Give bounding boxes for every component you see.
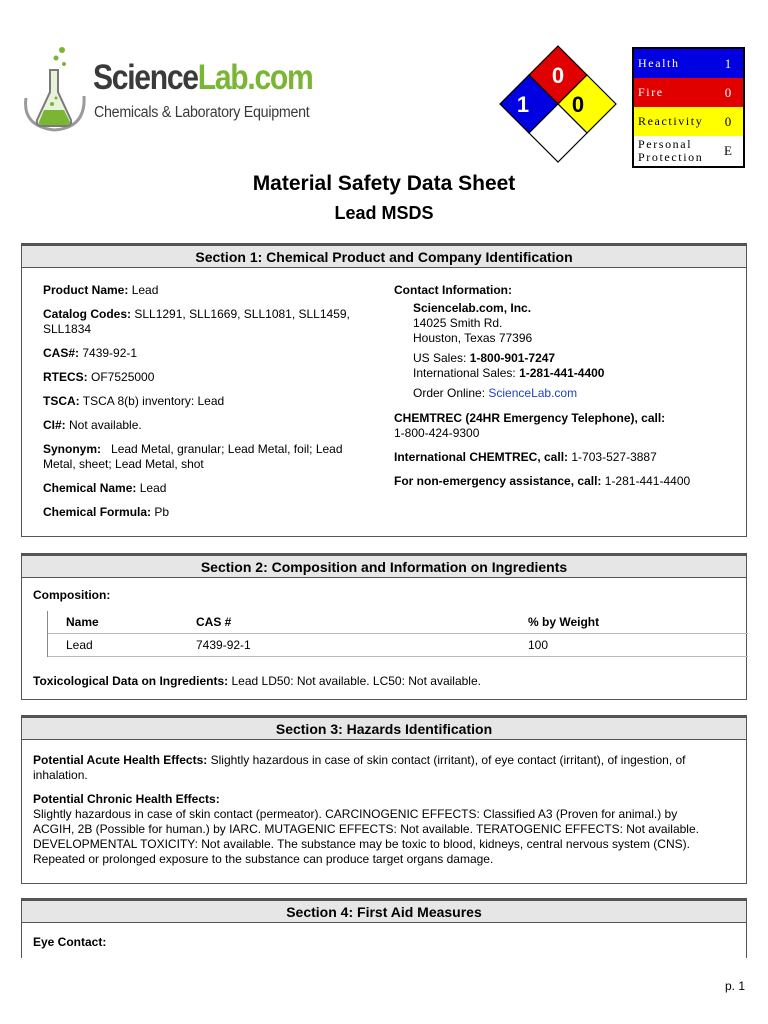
cas-label: CAS#:	[43, 346, 80, 360]
tsca	[43, 394, 373, 409]
catalog-codes-label: Catalog Codes:	[43, 307, 132, 321]
chronic-effects-label: Potential Chronic Health Effects:	[33, 792, 220, 806]
composition-header-row	[48, 611, 748, 634]
rtecs-value: OF7525000	[91, 370, 155, 384]
company-name: Sciencelab.com, Inc.	[413, 301, 532, 315]
order-online-link[interactable]: ScienceLab.com	[488, 386, 578, 400]
non-emergency-value: 1-281-441-4400	[604, 474, 691, 488]
acute-effects-line2: inhalation.	[33, 768, 88, 782]
cell-name: Lead	[66, 638, 93, 652]
section-3-heading: Section 3: Hazards Identification	[22, 716, 746, 740]
chemtrec-label: CHEMTREC (24HR Emergency Telephone), call:	[394, 411, 666, 425]
us-sales	[394, 351, 739, 366]
section-4	[21, 898, 747, 958]
hmis-fire-row	[634, 78, 743, 107]
chronic-effects-line4: Repeated or prolonged exposure to the substance can produce target organs damage.	[33, 852, 494, 866]
product-name-value: Lead	[131, 283, 159, 297]
chemtrec	[394, 411, 739, 441]
synonym-line1: Lead Metal, granular; Lead Metal, foil; Lead	[111, 442, 343, 456]
nfpa-fire-value: 0	[551, 63, 565, 88]
logo-title-main: Science	[93, 58, 198, 97]
address-line2: Houston, Texas 77396	[413, 331, 533, 345]
synonym	[43, 442, 373, 472]
synonym-line2: Metal, sheet; Lead Metal, shot	[43, 457, 204, 471]
page-number: p. 1	[724, 979, 745, 993]
rtecs	[43, 370, 373, 385]
logo-title	[93, 60, 313, 95]
ci-number	[43, 418, 373, 433]
hmis-fire-value: 0	[724, 84, 732, 100]
column-header-weight: % by Weight	[528, 615, 600, 629]
chronic-effects-line1: Slightly hazardous in case of skin contact (permeator). CARCINOGENIC EFFECTS: Classified A3 (Proven for animal.) by	[33, 807, 678, 821]
chemical-formula-label: Chemical Formula:	[43, 505, 152, 519]
rtecs-label: RTECS:	[43, 370, 88, 384]
hmis-protection-value: E	[724, 143, 732, 158]
synonym-label: Synonym:	[43, 442, 102, 456]
chemical-formula-value: Pb	[154, 505, 170, 519]
ci-label: CI#:	[43, 418, 66, 432]
document-title: Material Safety Data Sheet	[252, 172, 516, 195]
hmis-fire-label: Fire	[638, 85, 664, 99]
toxicological-value: Lead LD50: Not available. LC50: Not available.	[231, 674, 481, 688]
us-sales-label: US Sales:	[413, 351, 467, 365]
column-header-name: Name	[66, 615, 99, 629]
contact-info-column	[394, 283, 739, 498]
intl-chemtrec	[394, 450, 739, 465]
hmis-reactivity-value: 0	[724, 113, 732, 129]
nfpa-diamond	[498, 44, 618, 164]
toxicological-data	[33, 674, 481, 688]
composition-label: Composition:	[33, 588, 111, 602]
section-4-heading: Section 4: First Aid Measures	[22, 899, 746, 923]
section-2	[21, 553, 747, 700]
eye-contact-label: Eye Contact:	[33, 935, 107, 949]
nfpa-reactivity-value: 0	[571, 92, 585, 117]
document-subtitle: Lead MSDS	[334, 203, 434, 223]
chemical-formula	[43, 505, 373, 520]
order-online-label: Order Online:	[413, 386, 486, 400]
intl-chemtrec-value: 1-703-527-3887	[571, 450, 657, 464]
section-1	[21, 243, 747, 537]
hmis-rating-table	[632, 47, 745, 168]
product-name-label: Product Name:	[43, 283, 129, 297]
sciencelab-logo	[20, 44, 313, 136]
section-2-heading: Section 2: Composition and Information on Ingredients	[22, 554, 746, 578]
hmis-protection-row	[634, 136, 743, 166]
acute-effects	[33, 753, 735, 783]
intl-chemtrec-label: International CHEMTREC, call:	[394, 450, 569, 464]
non-emergency-label: For non-emergency assistance, call:	[394, 474, 602, 488]
hmis-health-row	[634, 49, 743, 78]
logo-tagline: Chemicals & Laboratory Equipment	[94, 104, 310, 121]
chemical-name-value: Lead	[139, 481, 167, 495]
cas-value: 7439-92-1	[82, 346, 138, 360]
cell-cas: 7439-92-1	[196, 638, 251, 652]
table-row	[48, 634, 748, 657]
address-line1: 14025 Smith Rd.	[413, 316, 503, 330]
intl-sales	[394, 366, 739, 381]
hmis-protection-label	[634, 138, 713, 164]
nfpa-health-value: 1	[516, 92, 530, 117]
acute-effects-label: Potential Acute Health Effects:	[33, 753, 208, 767]
acute-effects-line1: Slightly hazardous in case of skin contact (irritant), of eye contact (irritant), of ingestion, of	[210, 753, 686, 767]
intl-sales-value: 1-281-441-4400	[519, 366, 605, 380]
us-sales-value: 1-800-901-7247	[469, 351, 556, 365]
cas-number	[43, 346, 373, 361]
cell-weight: 100	[528, 638, 549, 652]
hmis-health-label: Health	[638, 56, 680, 70]
product-info-column	[43, 283, 373, 529]
product-name	[43, 283, 373, 298]
hmis-reactivity-row	[634, 107, 743, 136]
contact-info-label: Contact Information:	[394, 283, 512, 297]
section-3	[21, 715, 747, 884]
flask-icon	[20, 44, 92, 136]
catalog-codes	[43, 307, 373, 337]
non-emergency	[394, 474, 739, 489]
chronic-effects-line2: ACGIH, 2B (Possible for human.) by IARC. MUTAGENIC EFFECTS: Not available. TERATOGENIC EFFECTS: Not available.	[33, 822, 699, 836]
composition-table	[47, 611, 748, 657]
catalog-codes-line2: SLL1834	[43, 322, 92, 336]
hmis-protection-label-1: Personal	[638, 137, 693, 151]
ci-value: Not available.	[69, 418, 142, 432]
chemical-name-label: Chemical Name:	[43, 481, 137, 495]
logo-title-accent: Lab.com	[197, 58, 313, 97]
section-4-body	[22, 923, 746, 949]
hmis-reactivity-label: Reactivity	[638, 114, 704, 128]
section-3-body	[22, 740, 746, 867]
hmis-protection-label-2: Protection	[638, 150, 704, 164]
hmis-health-value: 1	[724, 55, 732, 71]
chemical-name	[43, 481, 373, 496]
toxicological-label: Toxicological Data on Ingredients:	[33, 674, 229, 688]
chronic-effects-line3: DEVELOPMENTAL TOXICITY: Not available. The substance may be toxic to blood, kidneys, central nervous system (CNS).	[33, 837, 690, 851]
tsca-value: TSCA 8(b) inventory: Lead	[82, 394, 225, 408]
order-online	[394, 386, 739, 401]
intl-sales-label: International Sales:	[413, 366, 516, 380]
section-1-heading: Section 1: Chemical Product and Company Identification	[22, 244, 746, 268]
tsca-label: TSCA:	[43, 394, 80, 408]
column-header-cas: CAS #	[196, 615, 232, 629]
chemtrec-value: 1-800-424-9300	[394, 426, 480, 440]
catalog-codes-line1: SLL1291, SLL1669, SLL1081, SLL1459,	[134, 307, 350, 321]
